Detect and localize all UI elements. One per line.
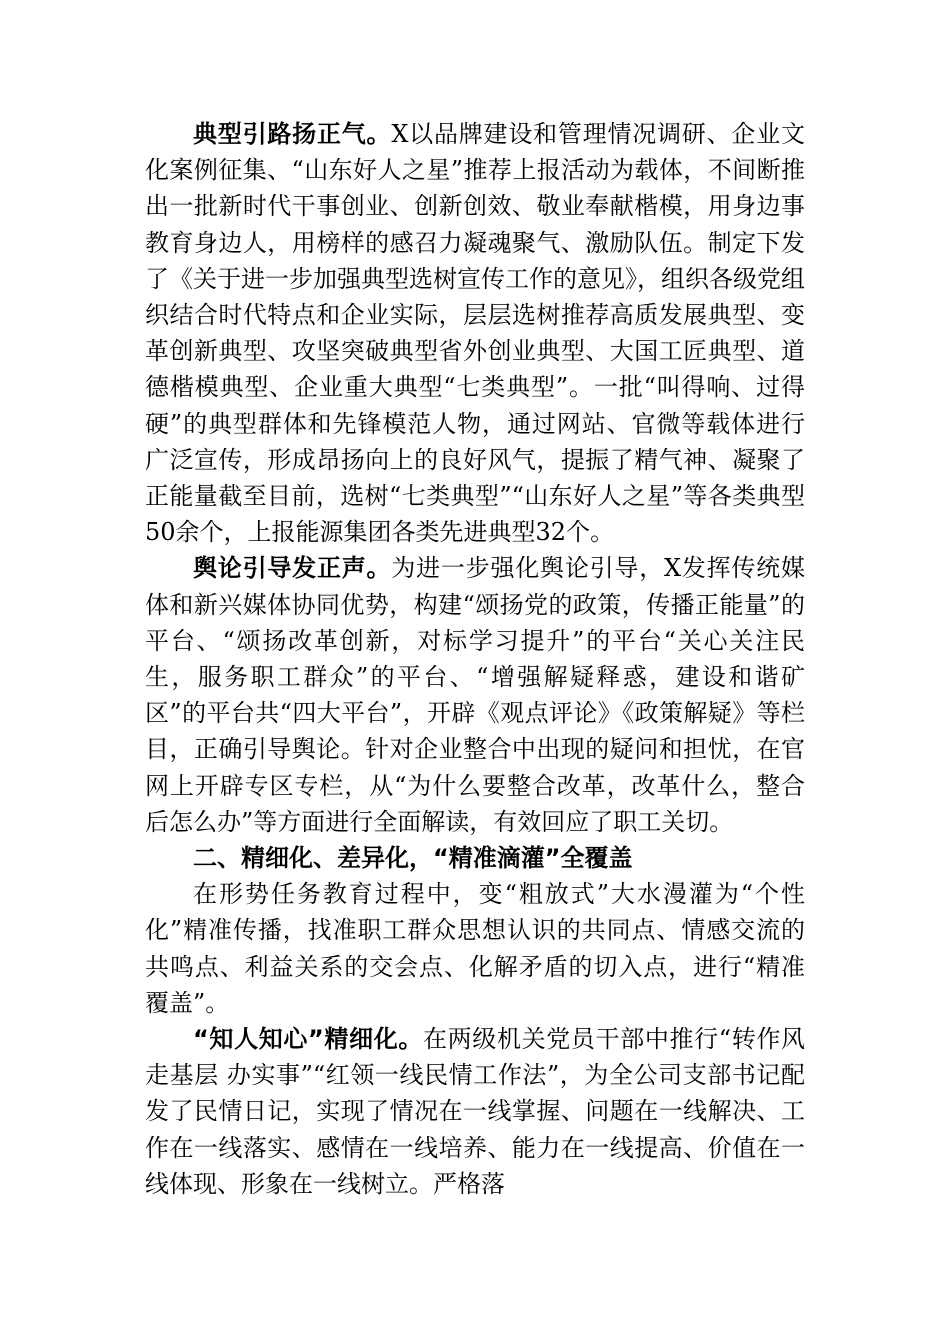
paragraph-lead: 舆论引导发正声。 xyxy=(193,554,392,583)
paragraph-know-people xyxy=(145,1021,805,1202)
document-page xyxy=(145,116,805,1202)
paragraph-body: X以品牌建设和管理情况调研、企业文化案例征集、“山东好人之星”推荐上报活动为载体，不间断推出一批新时代干事创业、创新创效、敬业奉献楷模，用身边事教育身边人，用榜样的感召力凝魂聚气、激励队伍。制定下发了《关于进一步加强典型选树宣传工作的意见》，组织各级党组织结合时代特点和企业实际，层层选树推荐高质发展典型、变革创新典型、攻坚突破典型省外创业典型、大国工匠典型、道德楷模典型、企业重大典型“七类典型”。一批“叫得响、过得硬”的典型群体和先锋模范人物，通过网站、官微等载体进行广泛宣传，形成昂扬向上的良好风气，提振了精气神、凝聚了正能量截至目前，选树“七类典型”“山东好人之星”等各类典型50余个，上报能源集团各类先进典型32个。 xyxy=(145,120,806,547)
paragraph-precision xyxy=(145,876,805,1021)
paragraph-lead: 典型引路扬正气。 xyxy=(193,120,392,148)
paragraph-body: 在形势任务教育过程中，变“粗放式”大水漫灌为“个性化”精准传播，找准职工群众思想认识的共同点、情感交流的共鸣点、利益关系的交会点、化解矛盾的切入点，进行“精准覆盖”。 xyxy=(145,880,805,1017)
paragraph-lead: “知人知心”精细化。 xyxy=(193,1025,424,1054)
paragraph-typical-models xyxy=(145,116,805,550)
paragraph-body: 为进一步强化舆论引导，X发挥传统媒体和新兴媒体协同优势，构建“颂扬党的政策，传播正能量”的平台、“颂扬改革创新，对标学习提升”的平台“关心关注民生，服务职工群众”的平台、“增强解疑释惑，建设和谐矿区”的平台共“四大平台”，开辟《观点评论》《政策解疑》等栏目，正确引导舆论。针对企业整合中出现的疑问和担忧，在官网上开辟专区专栏，从“为什么要整合改革，改革什么，整合后怎么办”等方面进行全面解读，有效回应了职工关切。 xyxy=(145,554,806,836)
section-heading: 二、精细化、差异化，“精准滴灌”全覆盖 xyxy=(193,844,633,873)
paragraph-public-opinion xyxy=(145,550,805,840)
paragraph-body: 在两级机关党员干部中推行“转作风 走基层 办实事”“红领一线民情工作法”，为全公司支部书记配发了民情日记，实现了情况在一线掌握、问题在一线解决、工作在一线落实、感情在一线培养、能力在一线提高、价值在一线体现、形象在一线树立。严格落 xyxy=(145,1025,805,1198)
